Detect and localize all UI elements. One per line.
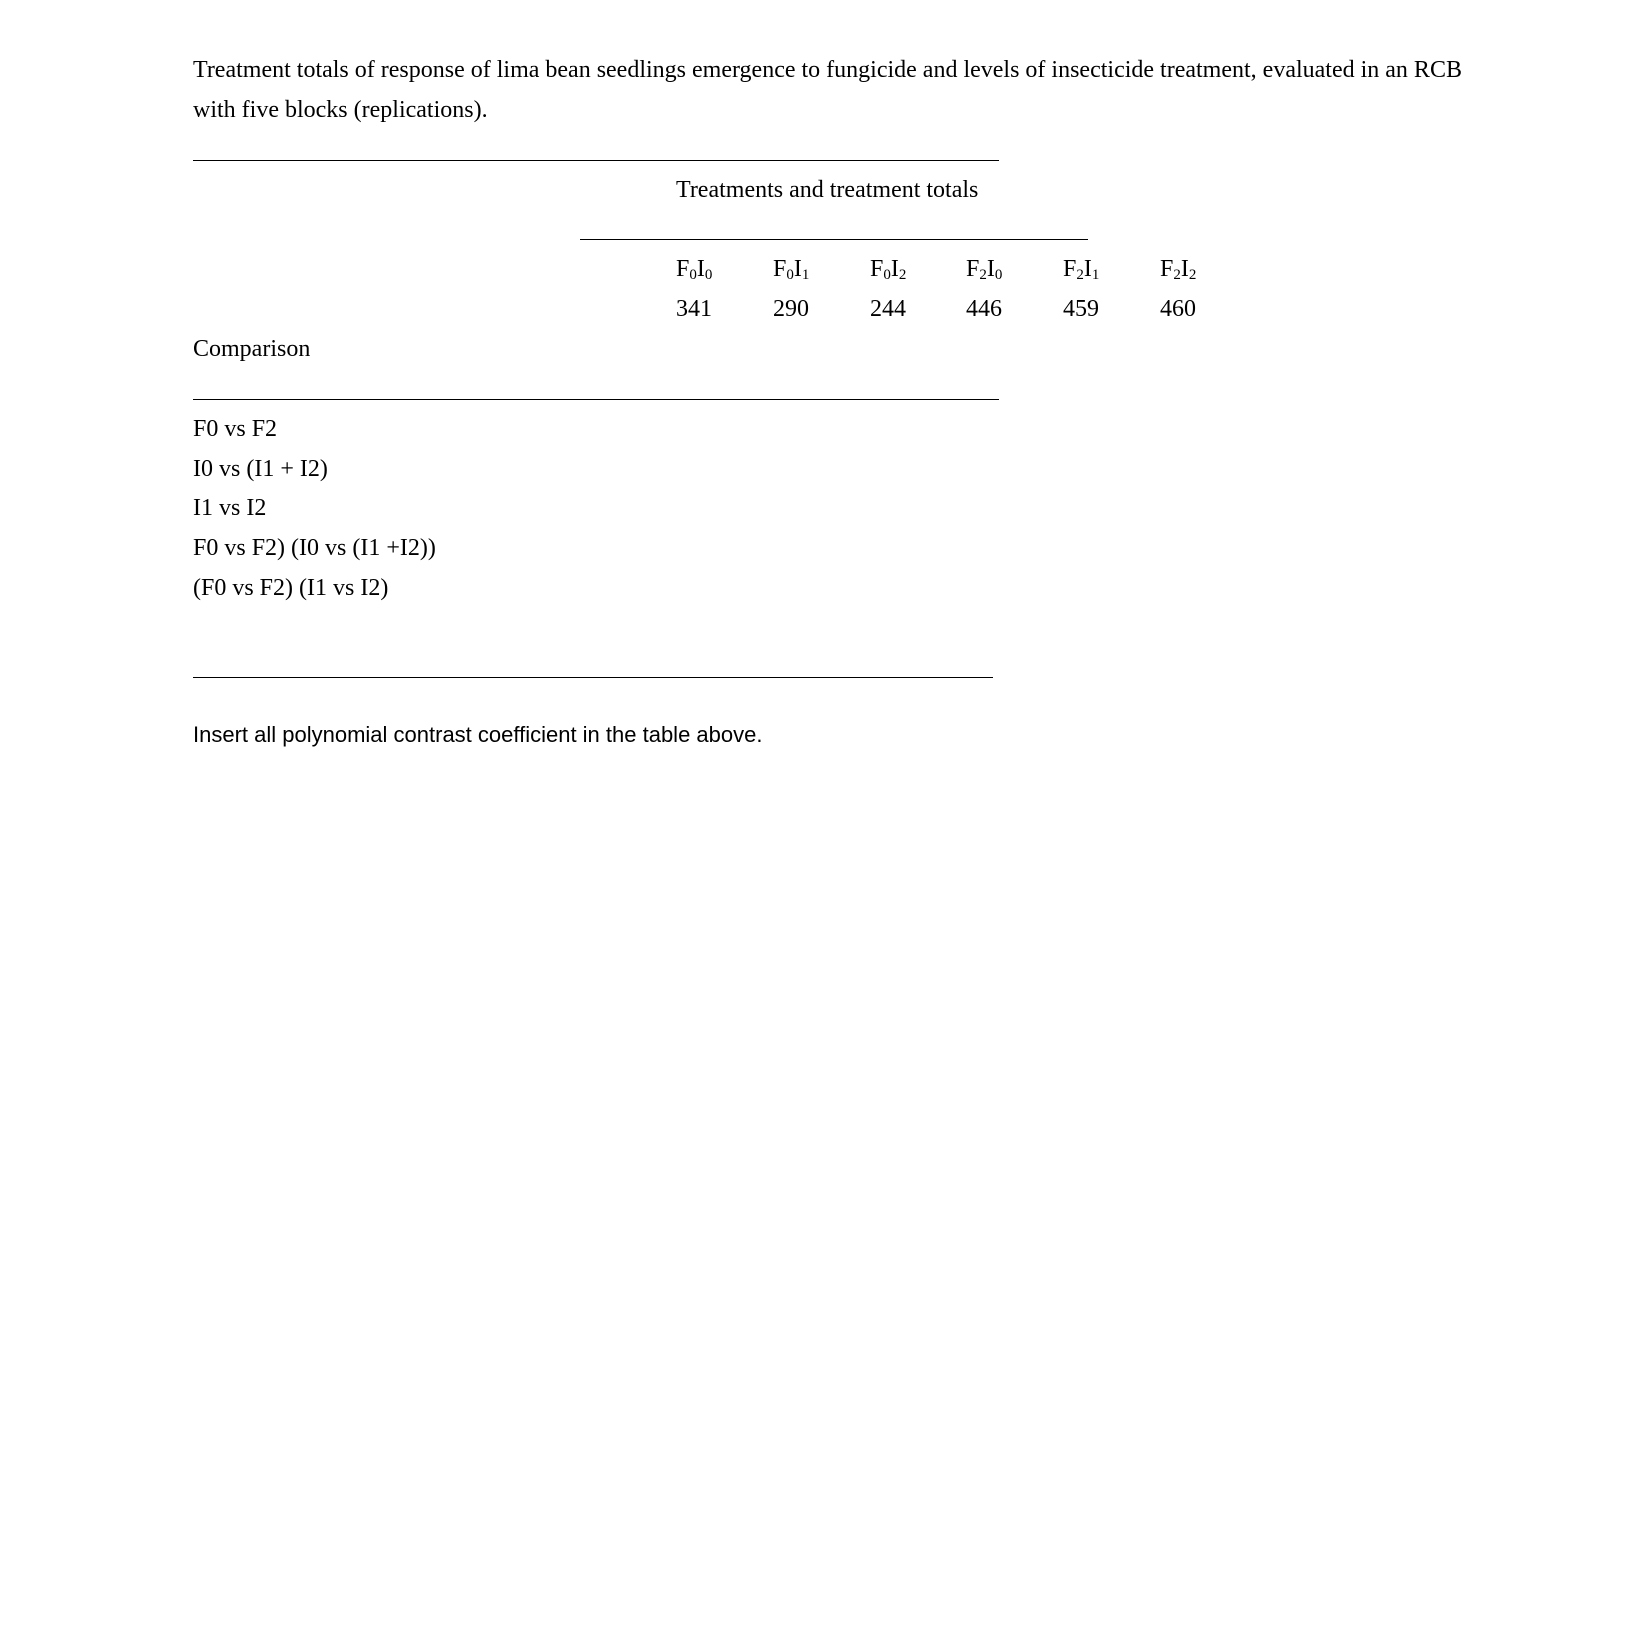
column-header-treatment: $F_2I_1$ — [1063, 256, 1100, 283]
top-rule — [193, 160, 999, 161]
column-header-treatment: $F_0I_1$ — [773, 256, 810, 283]
instruction-text: Insert all polynomial contrast coefficient in the table above. — [193, 722, 763, 747]
column-header-treatment: $F_0I_2$ — [870, 256, 907, 283]
comparison-row: F0 vs F2) (I0 vs (I1 +I2)) — [193, 535, 436, 561]
treatment-total: 460 — [1160, 296, 1196, 322]
table-caption: Treatment totals of response of lima bean seedlings emergence to fungicide and levels of insecticide treatment, evaluated in an RCB with five blocks (replications). — [193, 57, 1462, 123]
comparison-row: I1 vs I2 — [193, 495, 267, 521]
column-header-treatment: $F_2I_2$ — [1160, 256, 1197, 283]
treatment-total: 341 — [676, 296, 712, 322]
comparison-row: F0 vs F2 — [193, 416, 278, 442]
comparison-row: I0 vs (I1 + I2) — [193, 456, 328, 482]
header-bottom-rule — [193, 399, 999, 400]
treatment-total: 244 — [870, 296, 906, 322]
treatment-total: 446 — [966, 296, 1002, 322]
comparison-row: (F0 vs F2) (I1 vs I2) — [193, 575, 389, 601]
table-bottom-rule — [193, 677, 993, 678]
treatment-total: 290 — [773, 296, 809, 322]
treatments-underline — [580, 239, 1088, 240]
treatment-total: 459 — [1063, 296, 1099, 322]
column-header-treatment: $F_0I_0$ — [676, 256, 713, 283]
column-header-treatment: $F_2I_0$ — [966, 256, 1003, 283]
treatments-group-heading: Treatments and treatment totals — [676, 177, 979, 203]
comparison-heading: Comparison — [193, 336, 311, 362]
